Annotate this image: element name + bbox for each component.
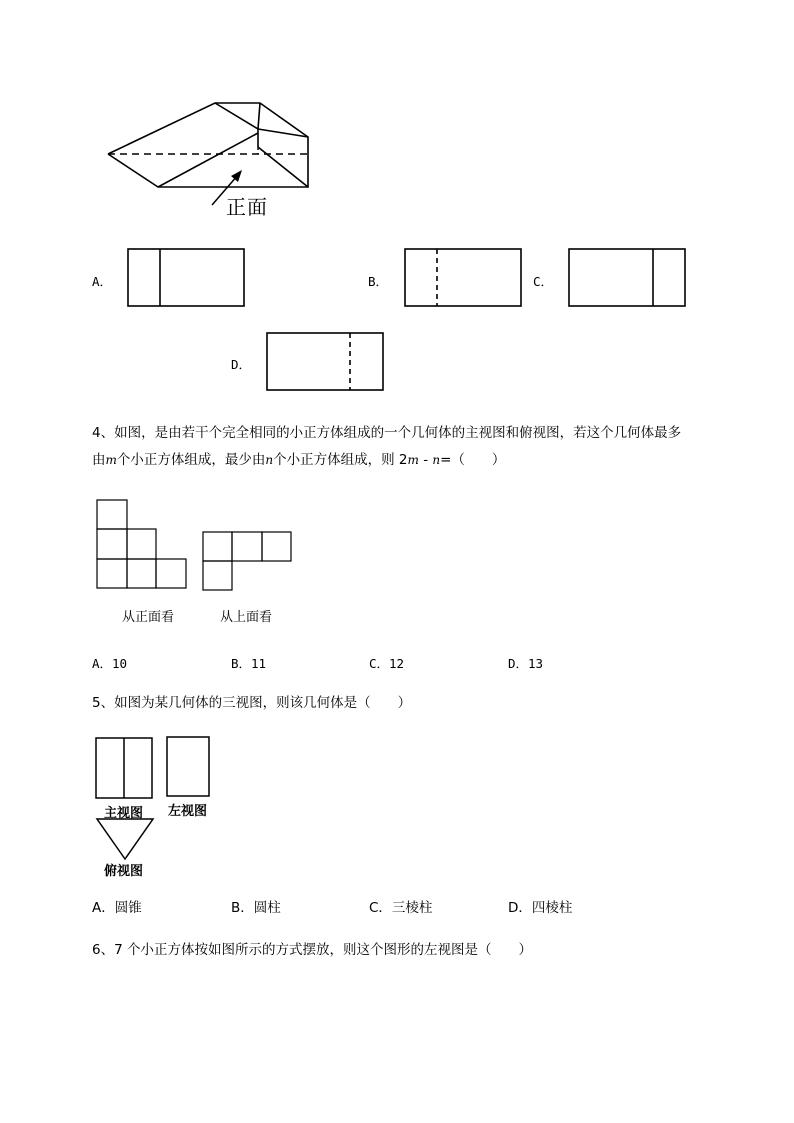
q5-option-c[interactable]: C．三棱柱 [369, 900, 433, 916]
q3-option-b-label: B． [368, 274, 389, 289]
q4-front-caption: 从正面看 [122, 610, 175, 625]
q3-prism-figure [100, 95, 330, 225]
q5-top-view-label: 俯视图 [104, 864, 144, 879]
q3-option-b-figure[interactable] [404, 248, 524, 310]
q6-stem: 6、7 个小正方体按如图所示的方式摆放，则这个图形的左视图是（ ） [92, 942, 532, 958]
q5-stem: 5、如图为某几何体的三视图，则该几何体是（ ） [92, 695, 412, 711]
q5-option-d[interactable]: D．四棱柱 [508, 900, 573, 916]
q3-option-d-figure[interactable] [266, 332, 386, 394]
q3-option-a-label: A． [92, 274, 113, 289]
q4-top-view [202, 531, 297, 593]
q3-option-d-label: D． [231, 357, 252, 372]
q3-option-a-figure[interactable] [127, 248, 247, 310]
q5-option-b[interactable]: B．圆柱 [231, 900, 281, 916]
q4-top-caption: 从上面看 [220, 610, 273, 625]
q4-option-c[interactable]: C．12 [369, 656, 405, 671]
q5-top-view [95, 817, 157, 863]
q5-main-view-label: 主视图 [104, 806, 144, 821]
q5-main-view [95, 737, 155, 801]
q5-left-view-label: 左视图 [168, 804, 208, 819]
q4-option-a[interactable]: A．10 [92, 656, 128, 671]
q5-left-view [166, 736, 212, 798]
q4-option-b[interactable]: B．11 [231, 656, 267, 671]
q4-option-d[interactable]: D．13 [508, 656, 544, 671]
front-label: 正面 [226, 195, 268, 219]
q4-stem-line2: 由m个小正方体组成，最少由n个小正方体组成，则 2m - n=（ ） [92, 452, 506, 468]
q4-front-view [96, 499, 191, 591]
q5-option-a[interactable]: A．圆锥 [92, 900, 142, 916]
q3-option-c-figure[interactable] [568, 248, 688, 310]
q4-stem-line1: 4、如图，是由若干个完全相同的小正方体组成的一个几何体的主视图和俯视图，若这个几何体最多 [92, 425, 682, 441]
prism-top-left-edge [108, 103, 308, 187]
q3-option-c-label: C． [533, 274, 554, 289]
